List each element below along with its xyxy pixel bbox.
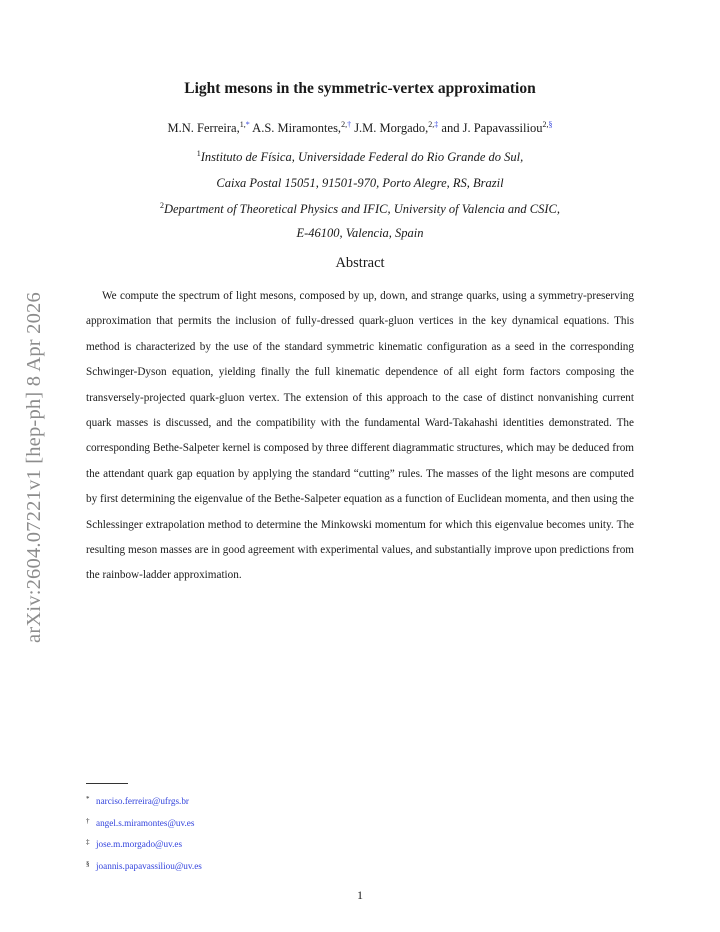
affiliation-2-line1: $^2$Department of Theoretical Physics and IFIC, University of Valencia and CSIC, — [159, 201, 560, 216]
author-papavassiliou: and J. Papavassiliou$^{2,\S}$ — [441, 120, 553, 135]
arxiv-id[interactable]: arXiv:2604.07221v1 [hep-ph] 8 Apr 2026 — [22, 291, 45, 643]
author-list — [0, 121, 720, 136]
email-link[interactable]: angel.s.miramontes@uv.es — [96, 817, 195, 828]
email-link[interactable]: jose.m.morgado@uv.es — [96, 839, 183, 849]
footnote-item: ‡ jose.m.morgado@uv.es — [86, 838, 183, 849]
footnote-list — [86, 790, 202, 876]
author-ferreira: M.N. Ferreira,$^{1,*}$ — [167, 120, 250, 135]
footnote-link[interactable]: † — [347, 120, 352, 129]
footnote-item: * narciso.ferreira@ufrgs.br — [86, 795, 189, 806]
affiliation-2-line2: E-46100, Valencia, Spain — [296, 226, 424, 240]
email-link[interactable]: narciso.ferreira@ufrgs.br — [96, 796, 189, 806]
author-morgado: J.M. Morgado,$^{2,\ddagger}$ — [354, 120, 439, 135]
email-link[interactable]: joannis.papavassiliou@uv.es — [96, 860, 202, 871]
footnote-link[interactable]: ‡ — [434, 120, 439, 129]
abstract-heading: Abstract — [335, 255, 385, 271]
affiliation-1-line1: $^1$Instituto de Física, Universidade Federal do Rio Grande do Sul, — [196, 149, 524, 164]
footnote-rule — [86, 783, 128, 784]
footnote-item: § joannis.papavassiliou@uv.es — [86, 859, 202, 871]
abstract-text: We compute the spectrum of light mesons, composed by up, down, and strange quarks, using a symmetry-preserving approximation that permits the inclusion of fully-dressed quark-gluon vertices in the key dynamical equations. This method is characterized by the use of the standard symmetric kinematic configuration as a seed in the corresponding Schwinger-Dyson equation, yielding finally the full kinematic dependence of all eight form factors composing the transversely-projected quark-gluon vertex. The extension of this approach to the case of distinct nonvanishing current quark masses is discussed, and the compatibility with the fundamental Ward-Takahashi identities demonstrated. The corresponding Bethe-Salpeter kernel is composed by three different diagrammatic structures, which may be deduced from the attendant quark gap equation by applying the standard “cutting” rules. The masses of the light mesons are computed by first determining the eigenvalue of the Bethe-Salpeter equation as a function of Euclidean momenta, and then using the Schlessinger extrapolation method to determine the Minkowski momentum for which this eigenvalue becomes unity. The resulting meson masses are in good agreement with experimental values, and substantially improve upon predictions from the rainbow-ladder approximation. — [86, 290, 634, 582]
arxiv-stamp — [18, 262, 50, 672]
footnote-link[interactable]: * — [245, 120, 250, 129]
footnote-item: † angel.s.miramontes@uv.es — [86, 816, 195, 828]
affiliation-1-line2: Caixa Postal 15051, 91501-970, Porto Alegre, RS, Brazil — [216, 176, 504, 190]
paper-title: Light mesons in the symmetric-vertex approximation — [184, 80, 536, 97]
page-number: 1 — [357, 888, 363, 902]
footnote-link[interactable]: § — [548, 120, 553, 129]
author-miramontes: A.S. Miramontes,$^{2,\dagger}$ — [252, 120, 352, 135]
